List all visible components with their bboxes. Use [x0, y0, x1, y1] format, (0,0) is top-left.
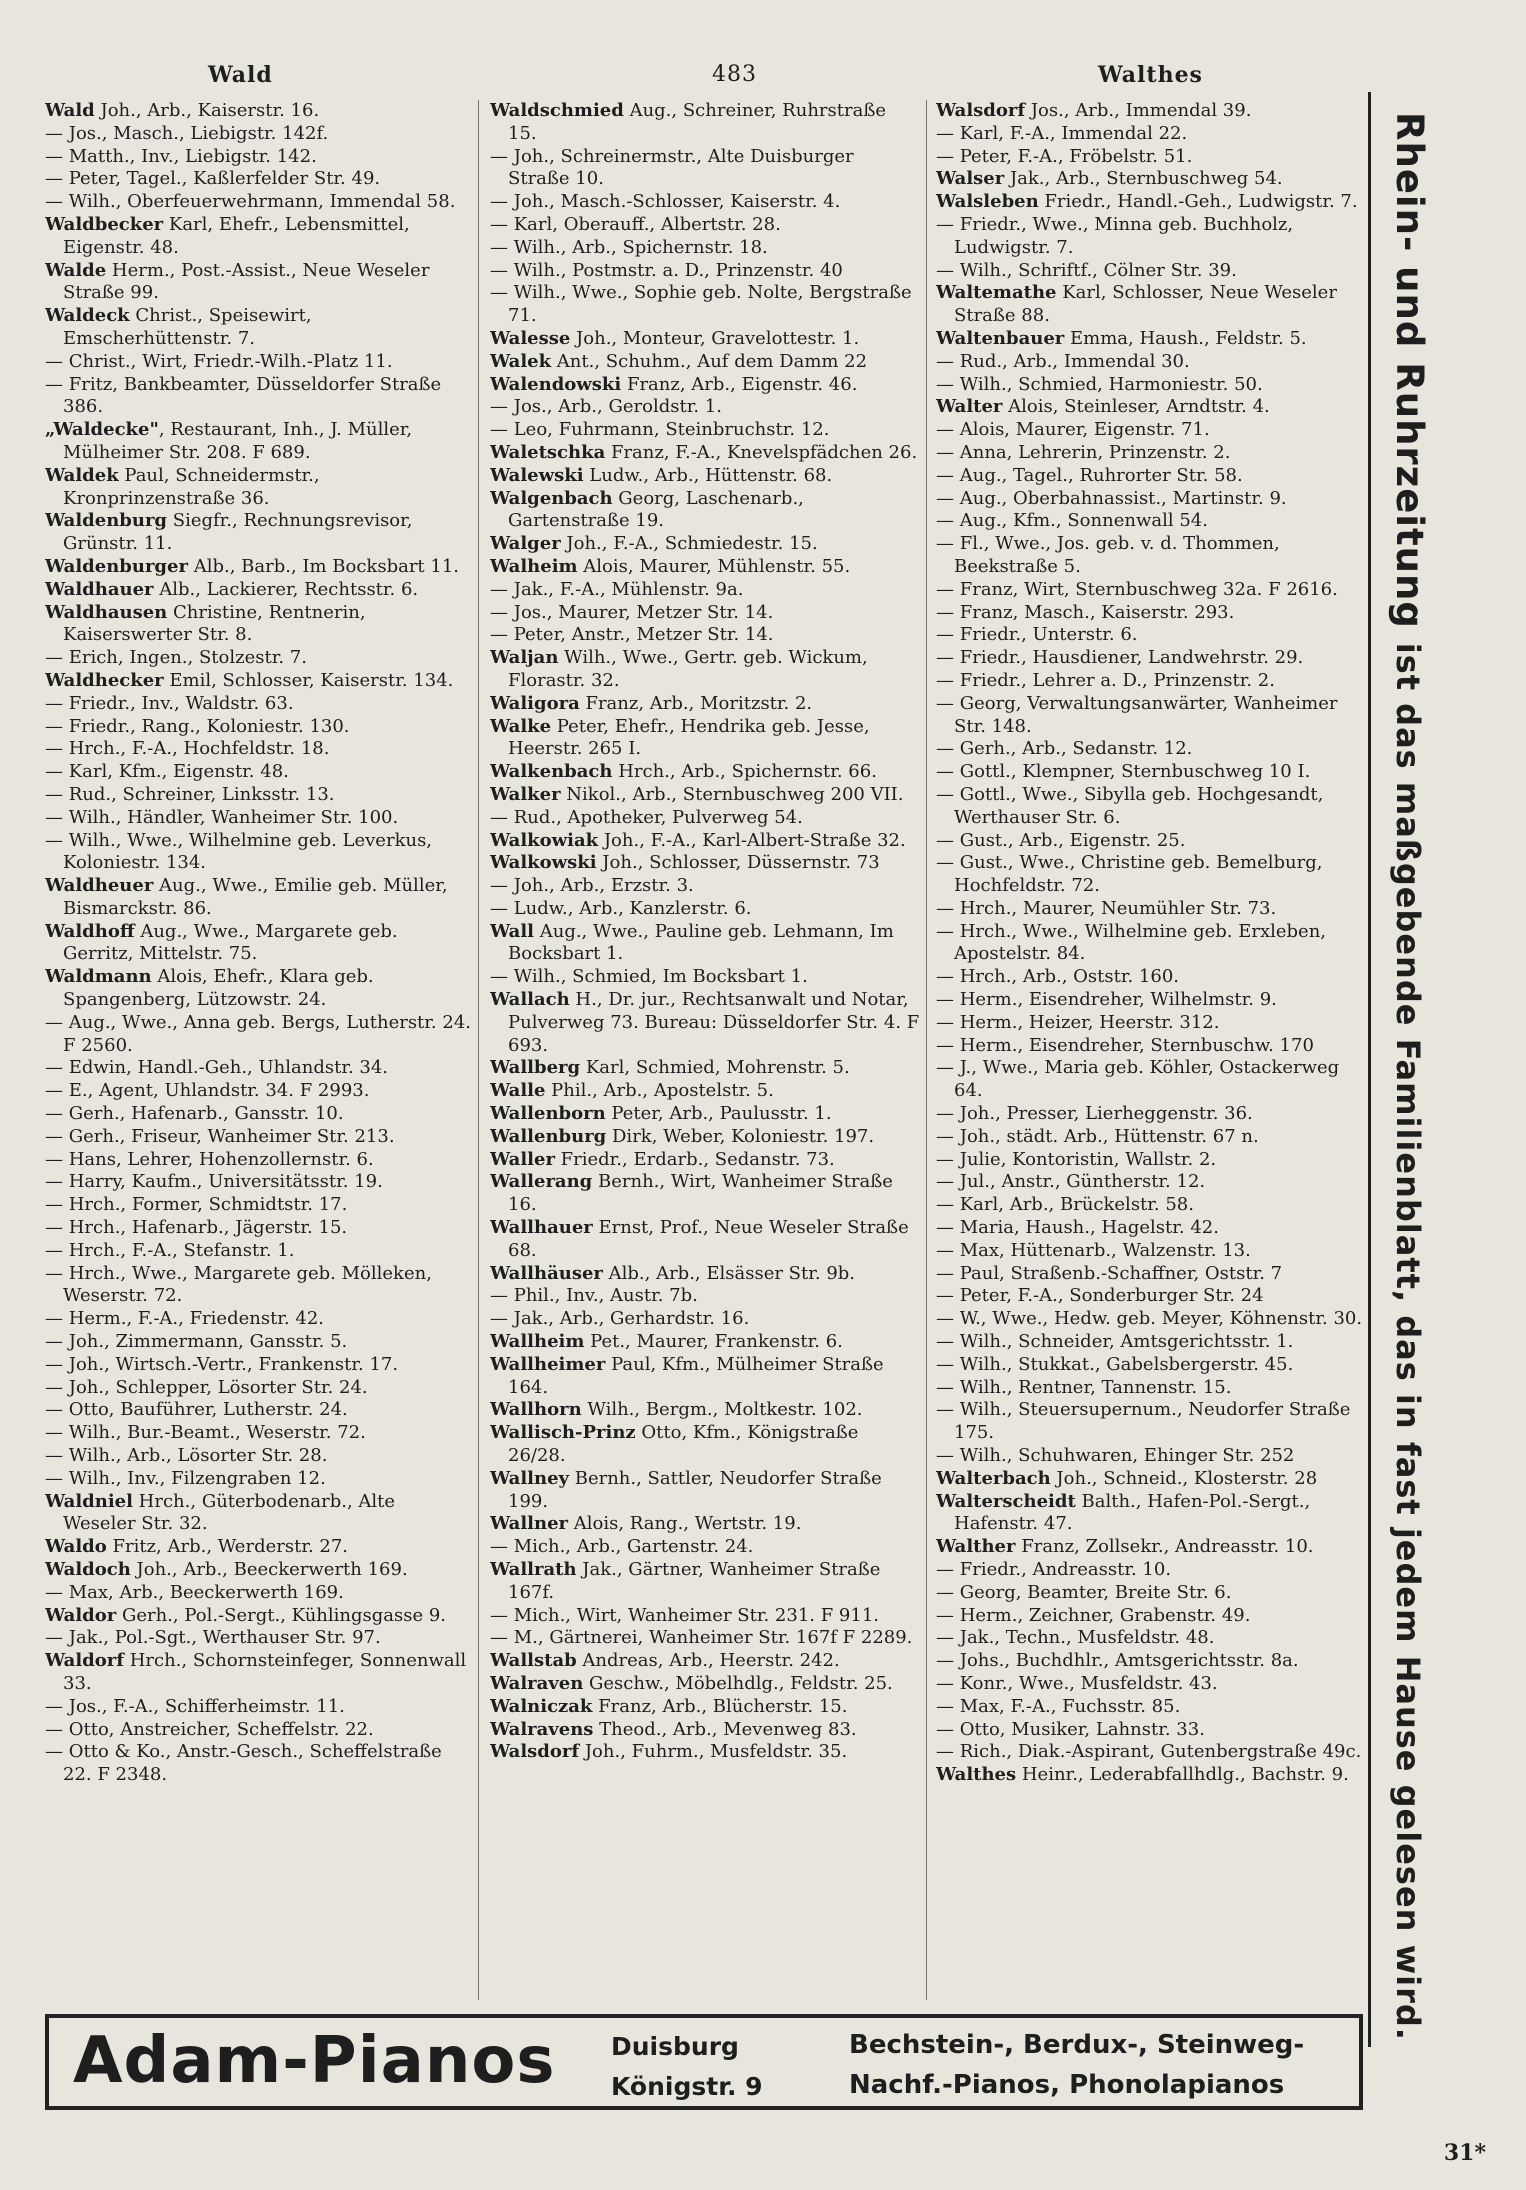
directory-entry: — Mich., Arb., Gartenstr. 24.	[490, 1536, 754, 1558]
directory-entry: Waldhecker Emil, Schlosser, Kaiserstr. 134.	[45, 669, 454, 691]
directory-entry: Wallhäuser Alb., Arb., Elsässer Str. 9b.	[490, 1262, 856, 1284]
side-banner-rest: ist das maßgebende Familienblatt, das in fast jedem Hause gelesen wird.	[1389, 642, 1427, 2041]
directory-entry: — Wilh., Inv., Filzengraben 12.	[45, 1467, 326, 1489]
directory-entry: — Friedr., Inv., Waldstr. 63.	[45, 692, 294, 714]
directory-entry: — Gerh., Arb., Sedanstr. 12.	[936, 738, 1193, 760]
directory-entry: — Gerh., Friseur, Wanheimer Str. 213.	[45, 1125, 395, 1147]
directory-entry: Wallenburg Dirk, Weber, Koloniestr. 197.	[490, 1125, 875, 1147]
directory-entry: Walniczak Franz, Arb., Blücherstr. 15.	[490, 1695, 848, 1717]
directory-entry: Walgenbach Georg, Laschenarb., Gartenstraße 19.	[490, 487, 804, 532]
ad-line-2: Nachf.-Pianos, Phonolapianos	[849, 2070, 1285, 2100]
directory-entry: — Peter, Tagel., Kaßlerfelder Str. 49.	[45, 168, 381, 190]
directory-entry: — Friedr., Unterstr. 6.	[936, 624, 1138, 646]
ad-city: Duisburg	[611, 2032, 739, 2061]
directory-entry: Walkowiak Joh., F.-A., Karl-Albert-Straße 32.	[490, 829, 906, 851]
directory-entry: — Joh., Presser, Lierheggenstr. 36.	[936, 1103, 1253, 1125]
directory-entry: — Wilh., Postmstr. a. D., Prinzenstr. 40	[490, 259, 843, 281]
footer-signature: 31*	[1443, 2140, 1486, 2166]
directory-entry: Wallheimer Paul, Kfm., Mülheimer Straße 164.	[490, 1353, 884, 1398]
directory-entry: — Hrch., Arb., Oststr. 160.	[936, 966, 1179, 988]
directory-entry: — Otto & Ko., Anstr.-Gesch., Scheffelstraße 22. F 2348.	[45, 1741, 442, 1786]
directory-entry: — Max, Arb., Beeckerwerth 169.	[45, 1581, 344, 1603]
directory-entry: Waldmann Alois, Ehefr., Klara geb. Spangenberg, Lützowstr. 24.	[45, 966, 374, 1011]
directory-entry: — Karl, Kfm., Eigenstr. 48.	[45, 761, 289, 783]
directory-entry: — Erich, Ingen., Stolzestr. 7.	[45, 647, 307, 669]
directory-entry: Waldek Paul, Schneidermstr., Kronprinzenstraße 36.	[45, 464, 320, 509]
directory-entry: — Fl., Wwe., Jos. geb. v. d. Thommen, Beekstraße 5.	[936, 533, 1280, 577]
directory-entry: Walheim Alois, Maurer, Mühlenstr. 55.	[490, 555, 851, 577]
directory-entry: Walesse Joh., Monteur, Gravelottestr. 1.	[490, 327, 860, 349]
directory-entry: Wallhauer Ernst, Prof., Neue Weseler Straße 68.	[490, 1217, 909, 1261]
directory-entry: Wall Aug., Wwe., Pauline geb. Lehmann, Im Bocksbart 1.	[490, 920, 894, 965]
directory-entry: Walterscheidt Balth., Hafen-Pol.-Sergt., Hafenstr. 47.	[936, 1490, 1311, 1535]
directory-entry: Wallney Bernh., Sattler, Neudorfer Straße 199.	[490, 1467, 882, 1512]
directory-entry: Wallstab Andreas, Arb., Heerstr. 242.	[490, 1650, 840, 1672]
directory-entry: — Paul, Straßenb.-Schaffner, Oststr. 7	[936, 1262, 1283, 1284]
directory-entry: — Rud., Apotheker, Pulverweg 54.	[490, 806, 803, 828]
directory-entry: — Edwin, Handl.-Geh., Uhlandstr. 34.	[45, 1057, 389, 1079]
side-banner-text	[1388, 112, 1431, 2041]
directory-entry: — Otto, Anstreicher, Scheffelstr. 22.	[45, 1718, 374, 1740]
directory-entry: Wallheim Pet., Maurer, Frankenstr. 6.	[490, 1331, 843, 1353]
directory-entry: — Joh., Schreinermstr., Alte Duisburger Straße 10.	[490, 145, 854, 190]
directory-entry: Wallhorn Wilh., Bergm., Moltkestr. 102.	[490, 1399, 863, 1421]
directory-entry: — Aug., Kfm., Sonnenwall 54.	[936, 510, 1208, 532]
header-left: Wald	[208, 62, 273, 88]
directory-entry: Walravens Theod., Arb., Mevenweg 83.	[490, 1718, 857, 1740]
directory-entry: — Wilh., Schneider, Amtsgerichtsstr. 1.	[936, 1331, 1294, 1353]
page-number: 483	[712, 62, 757, 87]
directory-entry: Walterbach Joh., Schneid., Klosterstr. 28	[936, 1467, 1318, 1489]
directory-entry: — Gust., Arb., Eigenstr. 25.	[936, 829, 1186, 851]
directory-entry: — Otto, Musiker, Lahnstr. 33.	[936, 1718, 1205, 1740]
directory-entry: — Joh., Zimmermann, Gansstr. 5.	[45, 1331, 348, 1353]
directory-entry: — Joh., Arb., Erzstr. 3.	[490, 875, 694, 897]
advertisement	[45, 2014, 1363, 2110]
directory-entry: — Aug., Tagel., Ruhrorter Str. 58.	[936, 464, 1243, 486]
directory-entry: Waldhausen Christine, Rentnerin, Kaiserswerter Str. 8.	[45, 601, 366, 646]
directory-entry: Walther Franz, Zollsekr., Andreasstr. 10.	[936, 1536, 1314, 1558]
directory-entry: — Wilh., Wwe., Wilhelmine geb. Leverkus, Koloniestr. 134.	[45, 829, 433, 874]
directory-entry: Waldenburg Siegfr., Rechnungsrevisor, Grünstr. 11.	[45, 510, 413, 555]
directory-entry: — Wilh., Arb., Spichernstr. 18.	[490, 236, 768, 258]
directory-entry: — Alois, Maurer, Eigenstr. 71.	[936, 419, 1210, 441]
directory-entry: Waldbecker Karl, Ehefr., Lebensmittel, Eigenstr. 48.	[45, 213, 410, 258]
directory-entry: — Julie, Kontoristin, Wallstr. 2.	[936, 1148, 1217, 1170]
directory-entry: Waldhoff Aug., Wwe., Margarete geb. Gerritz, Mittelstr. 75.	[45, 920, 398, 965]
directory-entry: Walraven Geschw., Möbelhdlg., Feldstr. 25.	[490, 1672, 893, 1694]
directory-entry: — Friedr., Hausdiener, Landwehrstr. 29.	[936, 647, 1304, 669]
directory-entry: — Wilh., Rentner, Tannenstr. 15.	[936, 1376, 1232, 1398]
directory-entry: — Jak., Arb., Gerhardstr. 16.	[490, 1308, 750, 1330]
directory-entry: Walsdorf Joh., Fuhrm., Musfeldstr. 35.	[490, 1741, 848, 1763]
directory-entry: Waldo Fritz, Arb., Werderstr. 27.	[45, 1536, 349, 1558]
directory-entry: — Mich., Wirt, Wanheimer Str. 231. F 911.	[490, 1604, 880, 1626]
column-divider	[926, 100, 927, 2000]
directory-entry: Walthes Heinr., Lederabfallhdlg., Bachstr. 9.	[936, 1764, 1349, 1786]
directory-entry: — Karl, F.-A., Immendal 22.	[936, 122, 1188, 144]
directory-entry: Walkowski Joh., Schlosser, Düssernstr. 73	[490, 852, 880, 874]
directory-entry: — Rud., Arb., Immendal 30.	[936, 350, 1190, 372]
directory-entry: — Aug., Wwe., Anna geb. Bergs, Lutherstr. 24. F 2560.	[45, 1011, 471, 1056]
directory-entry: — Franz, Wirt, Sternbuschweg 32a. F 2616.	[936, 578, 1338, 600]
directory-entry: — Herm., F.-A., Friedenstr. 42.	[45, 1308, 324, 1330]
directory-entry: — Gust., Wwe., Christine geb. Bemelburg, Hochfeldstr. 72.	[936, 852, 1323, 897]
directory-entry: — Wilh., Händler, Wanheimer Str. 100.	[45, 806, 399, 828]
directory-entry: — Georg, Verwaltungsanwärter, Wanheimer Str. 148.	[936, 692, 1338, 737]
directory-entry: — Friedr., Lehrer a. D., Prinzenstr. 2.	[936, 669, 1275, 691]
directory-entry: — Wilh., Steuersupernum., Neudorfer Straße 175.	[936, 1399, 1351, 1444]
directory-entry: — Gerh., Hafenarb., Gansstr. 10.	[45, 1103, 344, 1125]
directory-entry: — Wilh., Wwe., Sophie geb. Nolte, Bergstraße 71.	[490, 282, 912, 327]
directory-entry: Waldhauer Alb., Lackierer, Rechtsstr. 6.	[45, 578, 419, 600]
directory-entry: — Karl, Arb., Brückelstr. 58.	[936, 1194, 1194, 1216]
directory-entry: Walle Phil., Arb., Apostelstr. 5.	[490, 1080, 774, 1102]
directory-entry: — Hrch., Hafenarb., Jägerstr. 15.	[45, 1217, 348, 1239]
directory-entry: — Leo, Fuhrmann, Steinbruchstr. 12.	[490, 419, 830, 441]
directory-entry: — Wilh., Arb., Lösorter Str. 28.	[45, 1445, 328, 1467]
directory-entry: — Hans, Lehrer, Hohenzollernstr. 6.	[45, 1148, 374, 1170]
side-banner-title: Rhein- und Ruhrzeitung	[1388, 112, 1431, 629]
directory-entry: — Friedr., Rang., Koloniestr. 130.	[45, 715, 350, 737]
directory-entry: — Peter, F.-A., Fröbelstr. 51.	[936, 145, 1193, 167]
directory-entry: — Jos., Masch., Liebigstr. 142f.	[45, 122, 329, 144]
directory-entry: — Peter, F.-A., Sonderburger Str. 24	[936, 1285, 1264, 1307]
directory-entry: — Wilh., Schmied, Im Bocksbart 1.	[490, 966, 808, 988]
directory-entry: — E., Agent, Uhlandstr. 34. F 2993.	[45, 1080, 370, 1102]
directory-entry: — Herm., Eisendreher, Sternbuschw. 170	[936, 1034, 1314, 1056]
directory-entry: Wallrath Jak., Gärtner, Wanheimer Straße 167f.	[490, 1559, 881, 1603]
directory-entry: Walewski Ludw., Arb., Hüttenstr. 68.	[490, 464, 833, 486]
directory-entry: „Waldecke", Restaurant, Inh., J. Müller, Mülheimer Str. 208. F 689.	[45, 419, 413, 463]
directory-entry: — Harry, Kaufm., Universitätsstr. 19.	[45, 1171, 383, 1193]
directory-entry: Wallach H., Dr. jur., Rechtsanwalt und Notar, Pulverweg 73. Bureau: Düsseldorfer Str. 4. F 693.	[490, 989, 920, 1056]
directory-entry: Waljan Wilh., Wwe., Gertr. geb. Wickum, Florastr. 32.	[490, 647, 868, 691]
directory-entry: — Joh., Wirtsch.-Vertr., Frankenstr. 17.	[45, 1353, 399, 1375]
directory-entry: — Jak., F.-A., Mühlenstr. 9a.	[490, 578, 744, 600]
directory-entry: Waldoch Joh., Arb., Beeckerwerth 169.	[45, 1559, 408, 1580]
directory-entry: — Herm., Heizer, Heerstr. 312.	[936, 1011, 1220, 1033]
column-2	[490, 100, 920, 2005]
directory-entry: — Franz, Masch., Kaiserstr. 293.	[936, 601, 1235, 623]
ad-address: Königstr. 9	[611, 2072, 763, 2101]
directory-entry: Waltemathe Karl, Schlosser, Neue Weseler Straße 88.	[936, 282, 1337, 327]
directory-entry: — J., Wwe., Maria geb. Köhler, Ostackerweg 64.	[936, 1057, 1340, 1102]
column-1	[45, 100, 473, 2005]
directory-entry: — Hrch., Wwe., Wilhelmine geb. Erxleben, Apostelstr. 84.	[936, 920, 1327, 965]
directory-entry: — Hrch., F.-A., Hochfeldstr. 18.	[45, 738, 330, 760]
directory-entry: — Anna, Lehrerin, Prinzenstr. 2.	[936, 441, 1231, 463]
directory-entry: Waltenbauer Emma, Haush., Feldstr. 5.	[936, 327, 1307, 349]
directory-entry: — M., Gärtnerei, Wanheimer Str. 167f F 2289.	[490, 1627, 913, 1649]
side-banner	[1368, 92, 1489, 2047]
directory-entry: — Wilh., Bur.-Beamt., Weserstr. 72.	[45, 1422, 366, 1444]
directory-entry: Wald Joh., Arb., Kaiserstr. 16.	[45, 100, 320, 121]
directory-entry: Walke Peter, Ehefr., Hendrika geb. Jesse, Heerstr. 265 I.	[490, 715, 870, 760]
directory-entry: — Georg, Beamter, Breite Str. 6.	[936, 1581, 1232, 1603]
directory-entry: — Jos., F.-A., Schifferheimstr. 11.	[45, 1695, 345, 1717]
directory-entry: — Wilh., Schuhwaren, Ehinger Str. 252	[936, 1445, 1295, 1467]
directory-entry: — Jak., Pol.-Sgt., Werthauser Str. 97.	[45, 1627, 381, 1649]
directory-entry: Waldor Gerh., Pol.-Sergt., Kühlingsgasse 9.	[45, 1604, 447, 1626]
directory-entry: Waletschka Franz, F.-A., Knevelspfädchen 26.	[490, 441, 918, 463]
directory-entry: — Peter, Anstr., Metzer Str. 14.	[490, 624, 774, 646]
directory-entry: — Friedr., Wwe., Minna geb. Buchholz, Ludwigstr. 7.	[936, 213, 1294, 258]
directory-entry: Walser Jak., Arb., Sternbuschweg 54.	[936, 168, 1283, 190]
directory-entry: — Wilh., Oberfeuerwehrmann, Immendal 58.	[45, 191, 456, 213]
directory-entry: — Hrch., Wwe., Margarete geb. Mölleken, Weserstr. 72.	[45, 1262, 432, 1307]
directory-entry: Walde Herm., Post.-Assist., Neue Weseler Straße 99.	[45, 259, 430, 304]
directory-entry: — Rud., Schreiner, Linksstr. 13.	[45, 783, 335, 805]
directory-entry: — Matth., Inv., Liebigstr. 142.	[45, 145, 317, 167]
directory-entry: — Maria, Haush., Hagelstr. 42.	[936, 1217, 1219, 1239]
directory-entry: — Wilh., Stukkat., Gabelsbergerstr. 45.	[936, 1353, 1294, 1375]
directory-entry: — Joh., Masch.-Schlosser, Kaiserstr. 4.	[490, 191, 841, 213]
directory-entry: — Jos., Arb., Geroldstr. 1.	[490, 396, 722, 418]
column-divider	[478, 100, 479, 2000]
directory-entry: — Hrch., Former, Schmidtstr. 17.	[45, 1194, 348, 1216]
directory-entry: — Gottl., Klempner, Sternbuschweg 10 I.	[936, 761, 1311, 783]
directory-entry: Walger Joh., F.-A., Schmiedestr. 15.	[490, 533, 818, 555]
directory-entry: — Herm., Zeichner, Grabenstr. 49.	[936, 1604, 1251, 1626]
directory-entry: — W., Wwe., Hedw. geb. Meyer, Köhnenstr. 30.	[936, 1308, 1363, 1330]
directory-entry: — Christ., Wirt, Friedr.-Wilh.-Platz 11.	[45, 350, 393, 372]
directory-entry: — Herm., Eisendreher, Wilhelmstr. 9.	[936, 989, 1277, 1011]
directory-entry: Wallisch-Prinz Otto, Kfm., Königstraße 26/28.	[490, 1422, 859, 1467]
directory-entry: — Jul., Anstr., Güntherstr. 12.	[936, 1171, 1206, 1193]
directory-entry: — Gottl., Wwe., Sibylla geb. Hochgesandt, Werthauser Str. 6.	[936, 783, 1324, 828]
directory-entry: Wallner Alois, Rang., Wertstr. 19.	[490, 1513, 802, 1535]
ad-name: Adam-Pianos	[73, 2024, 556, 2098]
directory-entry: — Max, F.-A., Fuchsstr. 85.	[936, 1695, 1181, 1717]
directory-entry: Walker Nikol., Arb., Sternbuschweg 200 VII.	[490, 783, 904, 805]
directory-entry: — Otto, Bauführer, Lutherstr. 24.	[45, 1399, 348, 1421]
directory-entry: — Karl, Oberauff., Albertstr. 28.	[490, 213, 781, 235]
directory-entry: Waldeck Christ., Speisewirt, Emscherhüttenstr. 7.	[45, 305, 312, 349]
directory-entry: — Ludw., Arb., Kanzlerstr. 6.	[490, 897, 752, 919]
directory-entry: Waldschmied Aug., Schreiner, Ruhrstraße 15.	[490, 100, 887, 144]
directory-entry: Wallerang Bernh., Wirt, Wanheimer Straße 16.	[490, 1171, 893, 1216]
header-right: Walthes	[1098, 62, 1203, 88]
directory-entry: — Hrch., F.-A., Stefanstr. 1.	[45, 1239, 295, 1261]
directory-entry: — Max, Hüttenarb., Walzenstr. 13.	[936, 1239, 1251, 1261]
directory-entry: — Aug., Oberbahnassist., Martinstr. 9.	[936, 487, 1287, 509]
directory-entry: Waldniel Hrch., Güterbodenarb., Alte Weseler Str. 32.	[45, 1490, 396, 1535]
directory-entry: — Wilh., Schriftf., Cölner Str. 39.	[936, 259, 1237, 281]
directory-entry: Waligora Franz, Arb., Moritzstr. 2.	[490, 692, 813, 714]
directory-entry: — Joh., Schlepper, Lösorter Str. 24.	[45, 1376, 368, 1398]
directory-entry: — Joh., städt. Arb., Hüttenstr. 67 n.	[936, 1125, 1259, 1147]
directory-entry: Walter Alois, Steinleser, Arndtstr. 4.	[936, 396, 1270, 418]
directory-entry: — Konr., Wwe., Musfeldstr. 43.	[936, 1672, 1218, 1694]
directory-entry: Walek Ant., Schuhm., Auf dem Damm 22	[490, 350, 868, 372]
directory-entry: Walsdorf Jos., Arb., Immendal 39.	[936, 100, 1252, 121]
ad-line-1: Bechstein-, Berdux-, Steinweg-	[849, 2030, 1305, 2060]
directory-entry: — Rich., Diak.-Aspirant, Gutenbergstraße 49c.	[936, 1741, 1362, 1763]
directory-entry: Walkenbach Hrch., Arb., Spichernstr. 66.	[490, 761, 877, 783]
directory-entry: Wallberg Karl, Schmied, Mohrenstr. 5.	[490, 1057, 850, 1079]
column-3	[936, 100, 1364, 2005]
directory-entry: — Jos., Maurer, Metzer Str. 14.	[490, 601, 774, 623]
directory-entry: Walendowski Franz, Arb., Eigenstr. 46.	[490, 373, 858, 395]
directory-entry: Waller Friedr., Erdarb., Sedanstr. 73.	[490, 1148, 835, 1170]
directory-entry: — Hrch., Maurer, Neumühler Str. 73.	[936, 897, 1277, 919]
directory-entry: Waldorf Hrch., Schornsteinfeger, Sonnenwall 33.	[45, 1650, 467, 1694]
directory-entry: — Friedr., Andreasstr. 10.	[936, 1559, 1172, 1580]
directory-entry: — Jak., Techn., Musfeldstr. 48.	[936, 1627, 1215, 1649]
directory-entry: Waldheuer Aug., Wwe., Emilie geb. Müller, Bismarckstr. 86.	[45, 875, 448, 919]
directory-entry: — Wilh., Schmied, Harmoniestr. 50.	[936, 373, 1263, 395]
directory-entry: Wallenborn Peter, Arb., Paulusstr. 1.	[490, 1103, 832, 1125]
directory-entry: Walsleben Friedr., Handl.-Geh., Ludwigstr. 7.	[936, 191, 1358, 213]
directory-entry: — Phil., Inv., Austr. 7b.	[490, 1285, 698, 1307]
directory-entry: Waldenburger Alb., Barb., Im Bocksbart 11.	[45, 555, 460, 577]
directory-entry: — Fritz, Bankbeamter, Düsseldorfer Straße 386.	[45, 373, 442, 418]
directory-entry: — Johs., Buchdhlr., Amtsgerichtsstr. 8a.	[936, 1650, 1299, 1672]
